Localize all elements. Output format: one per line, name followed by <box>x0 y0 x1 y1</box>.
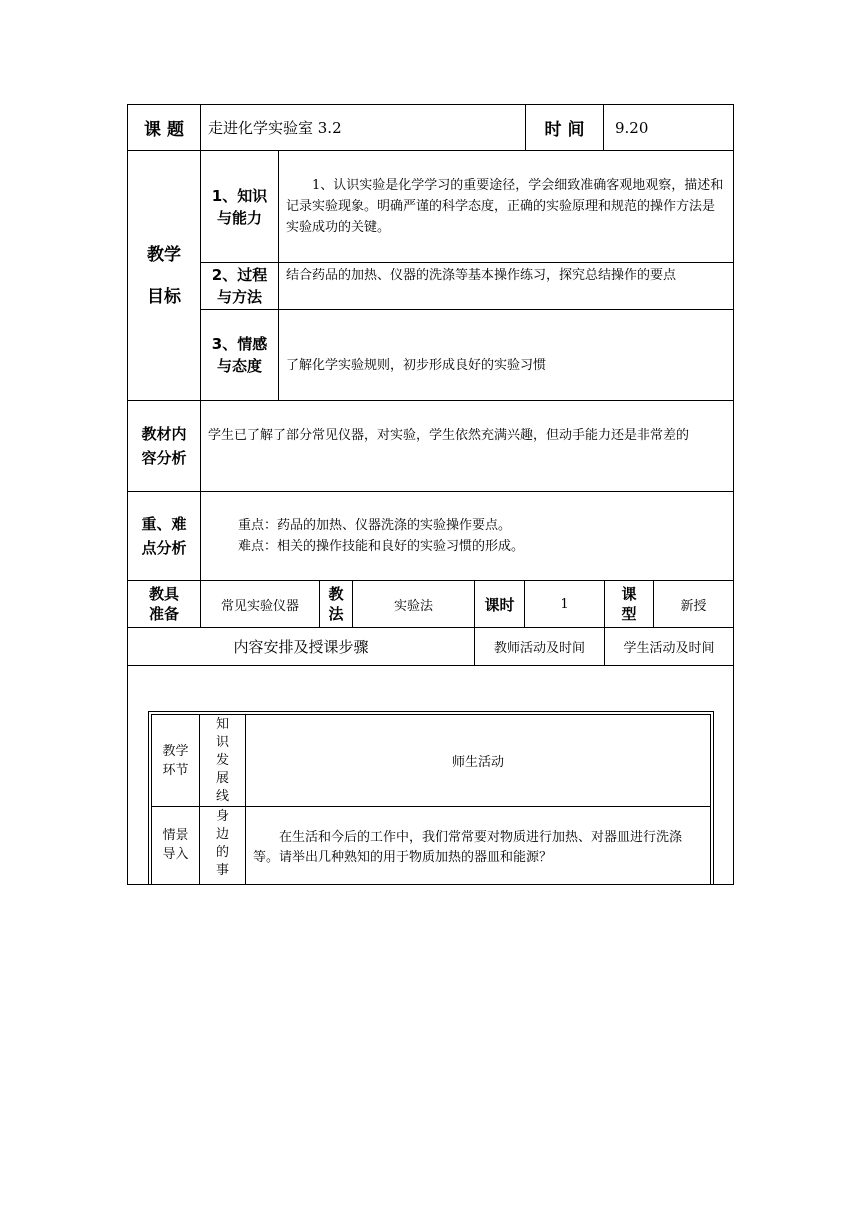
objective-1-label <box>201 151 278 262</box>
objective-2-label <box>201 263 278 309</box>
inner-row1-col1 <box>152 826 199 864</box>
type-value: 新授 <box>680 598 707 614</box>
type-label <box>605 581 653 627</box>
inner-row1-col2-char: 边 <box>215 827 229 842</box>
steps-content-header: 内容安排及授课步骤 <box>233 638 369 656</box>
topic-label: 课 题 <box>144 120 184 140</box>
table-border-bottom <box>127 884 734 885</box>
inner-col2-header-char: 线 <box>215 788 229 804</box>
objective-1-label-line2: 与能力 <box>216 208 262 227</box>
difficulty-text: 难点：相关的操作技能和良好的实验习惯的形成。 <box>238 539 525 554</box>
objectives-label <box>128 151 200 400</box>
inner-col2-header-char: 知 <box>215 716 229 732</box>
table-border-right <box>733 104 734 884</box>
inner-col3-header: 师生活动 <box>451 755 504 770</box>
inner-border-top-outer <box>148 711 714 712</box>
method-label <box>320 581 352 627</box>
tools-label <box>128 581 200 627</box>
inner-row1-col2-char: 事 <box>215 863 229 878</box>
inner-border-right-outer <box>713 711 714 884</box>
inner-row1-col2-char: 身 <box>215 809 229 824</box>
row-divider <box>200 262 734 263</box>
type-label-line2: 型 <box>621 605 637 623</box>
method-label-line2: 法 <box>328 605 344 623</box>
steps-student-header: 学生活动及时间 <box>623 641 715 656</box>
time-value: 9.20 <box>615 118 649 137</box>
material-analysis-text: 学生已了解了部分常见仪器，对实验，学生依然充满兴趣，但动手能力还是非常差的 <box>208 428 690 443</box>
objective-1-label-line1: 1、知识 <box>211 186 268 205</box>
col-divider <box>603 104 604 150</box>
hours-value: 1 <box>560 596 569 612</box>
material-analysis-label-line1: 教材内 <box>141 425 187 443</box>
inner-col2-header-char: 展 <box>215 770 229 786</box>
tools-label-line1: 教具 <box>148 585 179 603</box>
hours-label: 课时 <box>484 595 515 614</box>
tools-value: 常见实验仪器 <box>220 598 299 614</box>
inner-row1-col2-char: 的 <box>215 845 229 860</box>
inner-col2-header <box>200 715 245 806</box>
objective-1-text: 1、认识实验是化学学习的重要途径，学会细致准确客观地观察，描述和记录实验现象。明确严谨的科学态度，正确的实验原理和规范的操作方法是实验成功的关键。 <box>286 178 724 235</box>
inner-col1-header-line2: 环节 <box>162 762 189 778</box>
row-divider <box>127 665 734 666</box>
inner-col1-header <box>152 715 199 806</box>
objective-2-label-line2: 与方法 <box>216 288 262 306</box>
key-point-text: 重点：药品的加热、仪器洗涤的实验操作要点。 <box>238 518 512 533</box>
row-divider <box>200 309 734 310</box>
time-label: 时 间 <box>544 120 585 140</box>
inner-row1-col2 <box>200 808 245 880</box>
type-label-line1: 课 <box>621 585 637 603</box>
method-value: 实验法 <box>393 598 433 614</box>
col-divider <box>278 150 279 400</box>
key-points-label-line1: 重、难 <box>141 515 187 533</box>
inner-row-divider <box>151 806 711 807</box>
material-analysis-label-line2: 容分析 <box>141 449 187 467</box>
material-analysis-label <box>128 401 200 491</box>
tools-label-line2: 准备 <box>148 605 179 623</box>
row-divider <box>127 491 734 492</box>
inner-row1-text: 在生活和今后的工作中，我们常常要对物质进行加热、对器皿进行洗涤等。请举出几种熟知的用于物质加热的器皿和能源？ <box>253 830 683 865</box>
objective-3-label <box>201 310 278 400</box>
objective-3-label-line1: 3、情感 <box>211 335 268 353</box>
objective-2-text: 结合药品的加热、仪器的洗涤等基本操作练习，探究总结操作的要点 <box>286 268 677 283</box>
inner-border-left-outer <box>148 711 149 884</box>
objectives-label-line1: 教学 <box>147 244 181 265</box>
objective-3-text: 了解化学实验规则，初步形成良好的实验习惯 <box>286 358 547 373</box>
objective-3-label-line2: 与态度 <box>216 357 262 375</box>
inner-border-right-inner <box>710 714 711 884</box>
key-points-label-line2: 点分析 <box>141 539 187 557</box>
inner-row1-col1-line2: 导入 <box>162 847 189 862</box>
inner-col1-header-line1: 教学 <box>162 743 189 759</box>
inner-col2-header-char: 识 <box>215 734 229 750</box>
objectives-label-line2: 目标 <box>147 286 181 307</box>
key-points-label <box>128 492 200 580</box>
steps-teacher-header: 教师活动及时间 <box>493 641 585 656</box>
objective-2-label-line1: 2、过程 <box>211 266 268 284</box>
method-label-line1: 教 <box>328 585 344 603</box>
inner-row1-col1-line1: 情景 <box>162 828 189 843</box>
row-divider <box>127 400 734 401</box>
inner-col2-header-char: 发 <box>215 752 229 768</box>
topic-value: 走进化学实验室 3.2 <box>208 119 342 137</box>
